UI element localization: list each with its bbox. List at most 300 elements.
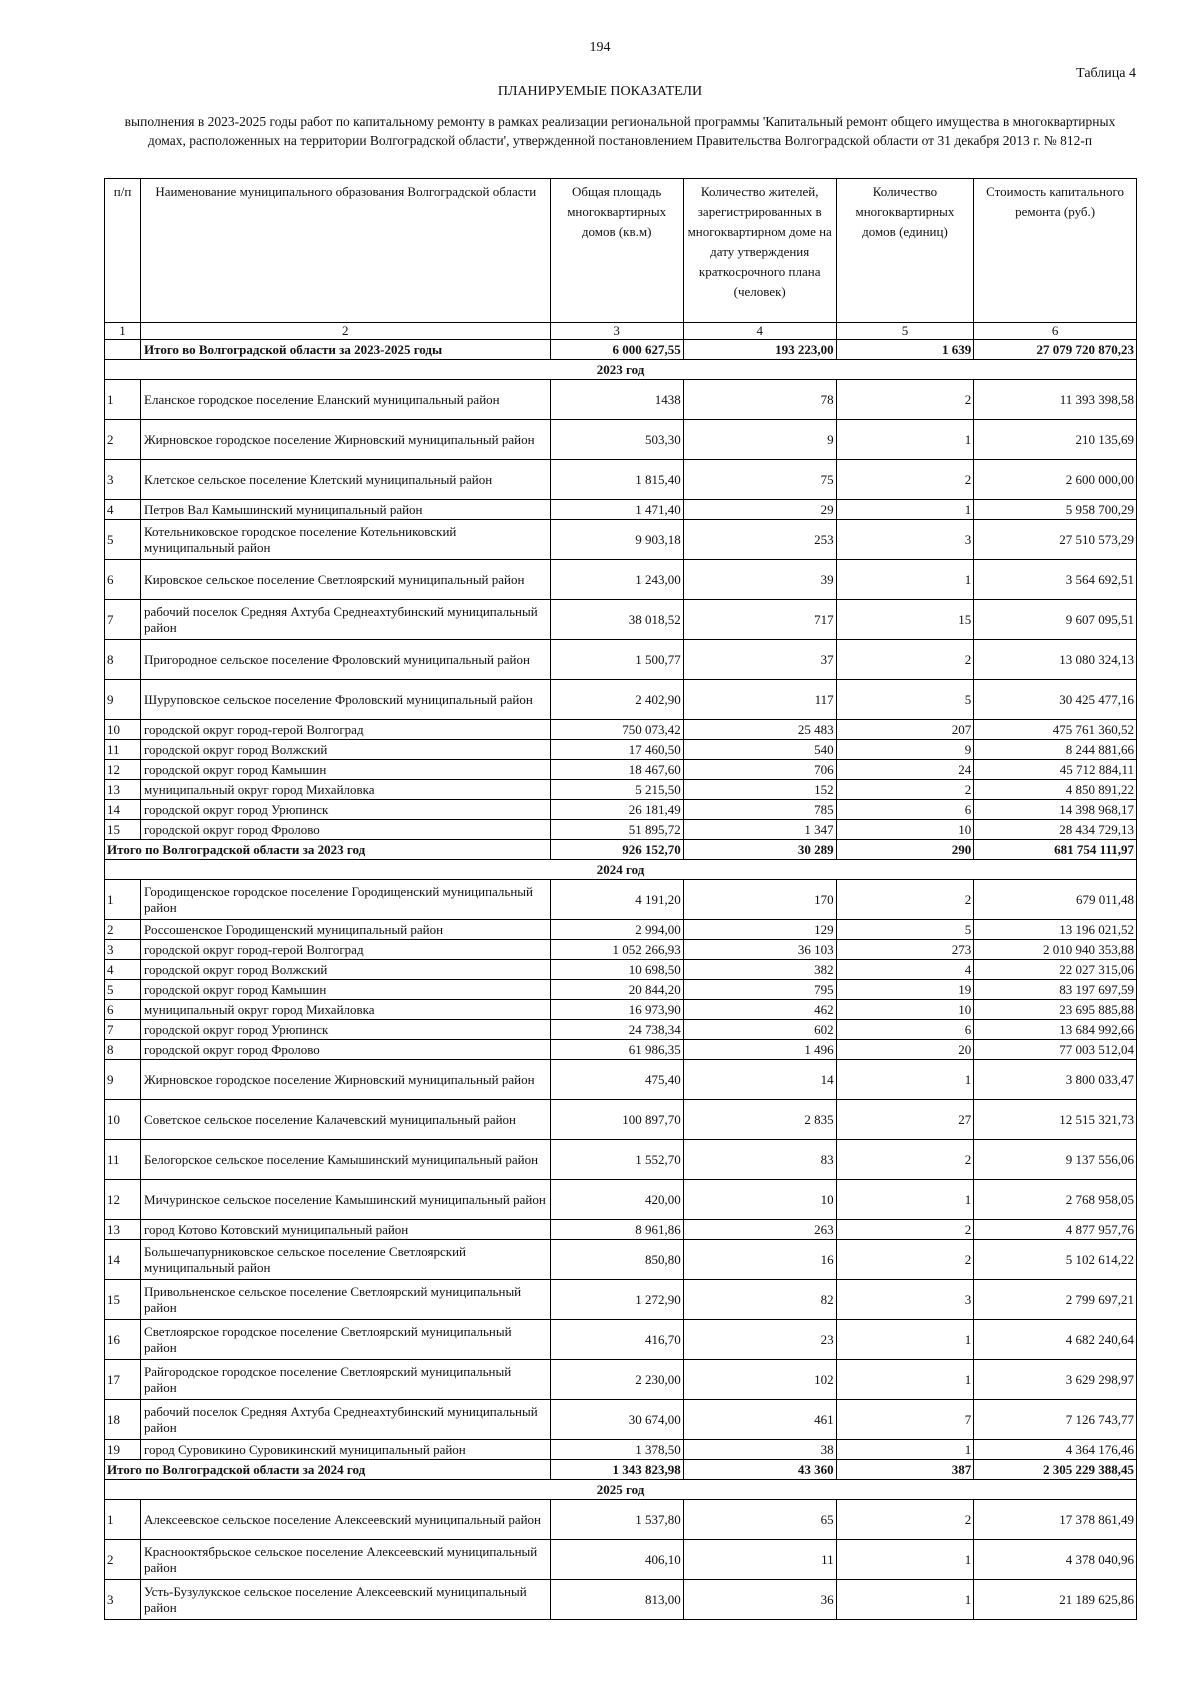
row-index: 10: [105, 1100, 141, 1140]
houses-value: 6: [836, 1020, 974, 1040]
municipality-name: Клетское сельское поселение Клетский муниципальный район: [141, 460, 551, 500]
column-number-row: [105, 323, 1137, 340]
cost-value: 3 629 298,97: [974, 1360, 1137, 1400]
houses-value: 1: [836, 420, 974, 460]
municipality-name: муниципальный округ город Михайловка: [141, 1000, 551, 1020]
area-value: 18 467,60: [550, 760, 683, 780]
municipality-name: Россошенское Городищенский муниципальный район: [141, 920, 551, 940]
municipality-name: город Суровикино Суровикинский муниципальный район: [141, 1440, 551, 1460]
area-value: 416,70: [550, 1320, 683, 1360]
cost-value: 5 958 700,29: [974, 500, 1137, 520]
row-index: 12: [105, 760, 141, 780]
cost-value: 475 761 360,52: [974, 720, 1137, 740]
houses-value: 1: [836, 1060, 974, 1100]
municipality-name: Краснооктябрьское сельское поселение Алексеевский муниципальный район: [141, 1540, 551, 1580]
indicators-table: [104, 178, 1137, 1620]
municipality-name: городской округ город-герой Волгоград: [141, 940, 551, 960]
area-value: 5 215,50: [550, 780, 683, 800]
houses-value: 6: [836, 800, 974, 820]
houses-value: 7: [836, 1400, 974, 1440]
houses-value: 273: [836, 940, 974, 960]
column-number: 3: [550, 323, 683, 340]
area-value: 750 073,42: [550, 720, 683, 740]
grand-total-houses: 1 639: [836, 340, 974, 360]
residents-value: 382: [683, 960, 836, 980]
cost-value: 12 515 321,73: [974, 1100, 1137, 1140]
residents-value: 540: [683, 740, 836, 760]
area-value: 8 961,86: [550, 1220, 683, 1240]
area-value: 1 378,50: [550, 1440, 683, 1460]
houses-value: 2: [836, 780, 974, 800]
year-total-residents: 43 360: [683, 1460, 836, 1480]
area-value: 100 897,70: [550, 1100, 683, 1140]
houses-value: 1: [836, 560, 974, 600]
houses-value: 1: [836, 1580, 974, 1620]
cost-value: 4 850 891,22: [974, 780, 1137, 800]
houses-value: 2: [836, 1500, 974, 1540]
table-row: [105, 1000, 1137, 1020]
houses-value: 19: [836, 980, 974, 1000]
residents-value: 65: [683, 1500, 836, 1540]
municipality-name: Большечапурниковское сельское поселение Светлоярский муниципальный район: [141, 1240, 551, 1280]
residents-value: 102: [683, 1360, 836, 1400]
year-total-houses: 387: [836, 1460, 974, 1480]
grand-total-area: 6 000 627,55: [550, 340, 683, 360]
column-number: 5: [836, 323, 974, 340]
area-value: 420,00: [550, 1180, 683, 1220]
grand-total-residents: 193 223,00: [683, 340, 836, 360]
municipality-name: муниципальный округ город Михайловка: [141, 780, 551, 800]
table-row: [105, 1540, 1137, 1580]
row-index: 11: [105, 740, 141, 760]
houses-value: 1: [836, 1360, 974, 1400]
cost-value: 9 607 095,51: [974, 600, 1137, 640]
row-index: 13: [105, 780, 141, 800]
year-total-houses: 290: [836, 840, 974, 860]
row-index: 6: [105, 560, 141, 600]
residents-value: 117: [683, 680, 836, 720]
residents-value: 14: [683, 1060, 836, 1100]
table-row: [105, 520, 1137, 560]
houses-value: 24: [836, 760, 974, 780]
houses-value: 1: [836, 500, 974, 520]
header-area: Общая площадь многоквартирных домов (кв.м): [550, 179, 683, 323]
row-index: 2: [105, 420, 141, 460]
table-row: [105, 1240, 1137, 1280]
table-row: [105, 940, 1137, 960]
document-title: ПЛАНИРУЕМЫЕ ПОКАЗАТЕЛИ: [497, 84, 703, 99]
row-index: 9: [105, 1060, 141, 1100]
houses-value: 9: [836, 740, 974, 760]
column-number: 2: [141, 323, 551, 340]
table-header-row: [105, 179, 1137, 323]
year-header-row: [105, 860, 1137, 880]
houses-value: 1: [836, 1320, 974, 1360]
year-total-row: [105, 840, 1137, 860]
municipality-name: город Котово Котовский муниципальный район: [141, 1220, 551, 1240]
table-row: [105, 1500, 1137, 1540]
row-index: 14: [105, 1240, 141, 1280]
municipality-name: городской округ город Фролово: [141, 820, 551, 840]
table-row: [105, 1140, 1137, 1180]
area-value: 4 191,20: [550, 880, 683, 920]
cost-value: 679 011,48: [974, 880, 1137, 920]
houses-value: 207: [836, 720, 974, 740]
houses-value: 4: [836, 960, 974, 980]
municipality-name: Алексеевское сельское поселение Алексеевский муниципальный район: [141, 1500, 551, 1540]
residents-value: 253: [683, 520, 836, 560]
residents-value: 36: [683, 1580, 836, 1620]
area-value: 20 844,20: [550, 980, 683, 1000]
year-header-row: [105, 1480, 1137, 1500]
residents-value: 11: [683, 1540, 836, 1580]
residents-value: 263: [683, 1220, 836, 1240]
row-index: 17: [105, 1360, 141, 1400]
area-value: 26 181,49: [550, 800, 683, 820]
municipality-name: Шуруповское сельское поселение Фроловский муниципальный район: [141, 680, 551, 720]
column-number: 6: [974, 323, 1137, 340]
cost-value: 2 799 697,21: [974, 1280, 1137, 1320]
header-municipality: Наименование муниципального образования Волгоградской области: [141, 179, 551, 323]
table-row: [105, 420, 1137, 460]
cost-value: 4 378 040,96: [974, 1540, 1137, 1580]
residents-value: 717: [683, 600, 836, 640]
cost-value: 13 684 992,66: [974, 1020, 1137, 1040]
residents-value: 75: [683, 460, 836, 500]
residents-value: 170: [683, 880, 836, 920]
table-row: [105, 1180, 1137, 1220]
grand-total-cost: 27 079 720 870,23: [974, 340, 1137, 360]
houses-value: 5: [836, 920, 974, 940]
municipality-name: Советское сельское поселение Калачевский муниципальный район: [141, 1100, 551, 1140]
area-value: 1 500,77: [550, 640, 683, 680]
area-value: 51 895,72: [550, 820, 683, 840]
houses-value: 27: [836, 1100, 974, 1140]
houses-value: 20: [836, 1040, 974, 1060]
residents-value: 36 103: [683, 940, 836, 960]
table-row: [105, 1220, 1137, 1240]
area-value: 2 402,90: [550, 680, 683, 720]
area-value: 475,40: [550, 1060, 683, 1100]
header-cost: Стоимость капитального ремонта (руб.): [974, 179, 1137, 323]
houses-value: 3: [836, 520, 974, 560]
municipality-name: Белогорское сельское поселение Камышинский муниципальный район: [141, 1140, 551, 1180]
cost-value: 13 080 324,13: [974, 640, 1137, 680]
municipality-name: Петров Вал Камышинский муниципальный район: [141, 500, 551, 520]
houses-value: 1: [836, 1540, 974, 1580]
area-value: 2 994,00: [550, 920, 683, 940]
residents-value: 82: [683, 1280, 836, 1320]
table-row: [105, 1400, 1137, 1440]
header-index: п/п: [105, 179, 141, 323]
houses-value: 2: [836, 1240, 974, 1280]
cost-value: 4 682 240,64: [974, 1320, 1137, 1360]
table-row: [105, 1360, 1137, 1400]
row-index: 1: [105, 380, 141, 420]
houses-value: 2: [836, 380, 974, 420]
table-row: [105, 1440, 1137, 1460]
table-row: [105, 720, 1137, 740]
row-index: 15: [105, 1280, 141, 1320]
houses-value: 2: [836, 460, 974, 500]
residents-value: 785: [683, 800, 836, 820]
table-row: [105, 460, 1137, 500]
year-total-cost: 681 754 111,97: [974, 840, 1137, 860]
year-total-label: Итого по Волгоградской области за 2023 год: [105, 840, 551, 860]
year-total-residents: 30 289: [683, 840, 836, 860]
cost-value: 2 600 000,00: [974, 460, 1137, 500]
area-value: 10 698,50: [550, 960, 683, 980]
area-value: 1438: [550, 380, 683, 420]
year-total-cost: 2 305 229 388,45: [974, 1460, 1137, 1480]
row-index: 4: [105, 500, 141, 520]
municipality-name: Котельниковское городское поселение Котельниковский муниципальный район: [141, 520, 551, 560]
table-row: [105, 600, 1137, 640]
table-row: [105, 820, 1137, 840]
cost-value: 2 010 940 353,88: [974, 940, 1137, 960]
row-index: 19: [105, 1440, 141, 1460]
area-value: 9 903,18: [550, 520, 683, 560]
residents-value: 29: [683, 500, 836, 520]
residents-value: 706: [683, 760, 836, 780]
table-row: [105, 1040, 1137, 1060]
row-index: 6: [105, 1000, 141, 1020]
area-value: 406,10: [550, 1540, 683, 1580]
area-value: 30 674,00: [550, 1400, 683, 1440]
municipality-name: Райгородское городское поселение Светлоярский муниципальный район: [141, 1360, 551, 1400]
year-total-row: [105, 1460, 1137, 1480]
area-value: 1 537,80: [550, 1500, 683, 1540]
row-index: 2: [105, 1540, 141, 1580]
column-number: 4: [683, 323, 836, 340]
row-index: 8: [105, 640, 141, 680]
residents-value: 16: [683, 1240, 836, 1280]
area-value: 1 052 266,93: [550, 940, 683, 960]
table-row: [105, 500, 1137, 520]
cost-value: 9 137 556,06: [974, 1140, 1137, 1180]
cost-value: 3 800 033,47: [974, 1060, 1137, 1100]
year-label: 2024 год: [105, 860, 1137, 880]
residents-value: 129: [683, 920, 836, 940]
grand-total-index: [105, 340, 141, 360]
municipality-name: городской округ город-герой Волгоград: [141, 720, 551, 740]
cost-value: 210 135,69: [974, 420, 1137, 460]
houses-value: 2: [836, 1140, 974, 1180]
area-value: 1 243,00: [550, 560, 683, 600]
municipality-name: городской округ город Урюпинск: [141, 1020, 551, 1040]
area-value: 16 973,90: [550, 1000, 683, 1020]
table-row: [105, 760, 1137, 780]
houses-value: 2: [836, 640, 974, 680]
cost-value: 30 425 477,16: [974, 680, 1137, 720]
area-value: 1 471,40: [550, 500, 683, 520]
table-row: [105, 1100, 1137, 1140]
cost-value: 11 393 398,58: [974, 380, 1137, 420]
municipality-name: рабочий поселок Средняя Ахтуба Среднеахтубинский муниципальный район: [141, 600, 551, 640]
municipality-name: рабочий поселок Средняя Ахтуба Среднеахтубинский муниципальный район: [141, 1400, 551, 1440]
header-houses: Количество многоквартирных домов (единиц): [836, 179, 974, 323]
residents-value: 23: [683, 1320, 836, 1360]
grand-total-label: Итого во Волгоградской области за 2023-2025 годы: [141, 340, 551, 360]
cost-value: 8 244 881,66: [974, 740, 1137, 760]
row-index: 3: [105, 940, 141, 960]
cost-value: 4 364 176,46: [974, 1440, 1137, 1460]
table-row: [105, 680, 1137, 720]
table-row: [105, 920, 1137, 940]
table-row: [105, 1320, 1137, 1360]
cost-value: 45 712 884,11: [974, 760, 1137, 780]
row-index: 15: [105, 820, 141, 840]
table-row: [105, 1060, 1137, 1100]
table-row: [105, 880, 1137, 920]
table-row: [105, 1580, 1137, 1620]
column-number: 1: [105, 323, 141, 340]
municipality-name: городской округ город Камышин: [141, 760, 551, 780]
row-index: 9: [105, 680, 141, 720]
row-index: 14: [105, 800, 141, 820]
row-index: 3: [105, 1580, 141, 1620]
cost-value: 27 510 573,29: [974, 520, 1137, 560]
cost-value: 23 695 885,88: [974, 1000, 1137, 1020]
cost-value: 2 768 958,05: [974, 1180, 1137, 1220]
residents-value: 461: [683, 1400, 836, 1440]
municipality-name: Привольненское сельское поселение Светлоярский муниципальный район: [141, 1280, 551, 1320]
row-index: 4: [105, 960, 141, 980]
houses-value: 15: [836, 600, 974, 640]
row-index: 13: [105, 1220, 141, 1240]
municipality-name: городской округ город Волжский: [141, 740, 551, 760]
municipality-name: городской округ город Камышин: [141, 980, 551, 1000]
residents-value: 25 483: [683, 720, 836, 740]
residents-value: 1 347: [683, 820, 836, 840]
cost-value: 7 126 743,77: [974, 1400, 1137, 1440]
municipality-name: Пригородное сельское поселение Фроловский муниципальный район: [141, 640, 551, 680]
table-row: [105, 800, 1137, 820]
grand-total-row: [105, 340, 1137, 360]
municipality-name: Жирновское городское поселение Жирновский муниципальный район: [141, 420, 551, 460]
houses-value: 3: [836, 1280, 974, 1320]
houses-value: 2: [836, 1220, 974, 1240]
table-row: [105, 980, 1137, 1000]
residents-value: 9: [683, 420, 836, 460]
area-value: 503,30: [550, 420, 683, 460]
municipality-name: Кировское сельское поселение Светлоярский муниципальный район: [141, 560, 551, 600]
residents-value: 602: [683, 1020, 836, 1040]
cost-value: 22 027 315,06: [974, 960, 1137, 980]
row-index: 7: [105, 1020, 141, 1040]
cost-value: 5 102 614,22: [974, 1240, 1137, 1280]
houses-value: 1: [836, 1440, 974, 1460]
cost-value: 3 564 692,51: [974, 560, 1137, 600]
residents-value: 152: [683, 780, 836, 800]
table-number: Таблица 4: [1076, 66, 1136, 81]
residents-value: 10: [683, 1180, 836, 1220]
cost-value: 77 003 512,04: [974, 1040, 1137, 1060]
residents-value: 38: [683, 1440, 836, 1460]
houses-value: 5: [836, 680, 974, 720]
cost-value: 13 196 021,52: [974, 920, 1137, 940]
table-row: [105, 1280, 1137, 1320]
row-index: 1: [105, 880, 141, 920]
row-index: 7: [105, 600, 141, 640]
cost-value: 14 398 968,17: [974, 800, 1137, 820]
residents-value: 37: [683, 640, 836, 680]
year-label: 2023 год: [105, 360, 1137, 380]
table-row: [105, 960, 1137, 980]
table-row: [105, 1020, 1137, 1040]
municipality-name: Жирновское городское поселение Жирновский муниципальный район: [141, 1060, 551, 1100]
municipality-name: Еланское городское поселение Еланский муниципальный район: [141, 380, 551, 420]
area-value: 850,80: [550, 1240, 683, 1280]
municipality-name: городской округ город Волжский: [141, 960, 551, 980]
year-total-area: 1 343 823,98: [550, 1460, 683, 1480]
row-index: 3: [105, 460, 141, 500]
row-index: 12: [105, 1180, 141, 1220]
residents-value: 1 496: [683, 1040, 836, 1060]
area-value: 813,00: [550, 1580, 683, 1620]
row-index: 8: [105, 1040, 141, 1060]
row-index: 16: [105, 1320, 141, 1360]
area-value: 38 018,52: [550, 600, 683, 640]
municipality-name: Городищенское городское поселение Городищенский муниципальный район: [141, 880, 551, 920]
row-index: 5: [105, 520, 141, 560]
municipality-name: городской округ город Фролово: [141, 1040, 551, 1060]
houses-value: 2: [836, 880, 974, 920]
residents-value: 795: [683, 980, 836, 1000]
page-number: 194: [589, 40, 611, 55]
row-index: 11: [105, 1140, 141, 1180]
header-residents: Количество жителей, зарегистрированных в многоквартирном доме на дату утверждения краткосрочного плана (человек): [683, 179, 836, 323]
area-value: 2 230,00: [550, 1360, 683, 1400]
row-index: 5: [105, 980, 141, 1000]
row-index: 18: [105, 1400, 141, 1440]
year-total-area: 926 152,70: [550, 840, 683, 860]
area-value: 1 272,90: [550, 1280, 683, 1320]
municipality-name: Мичуринское сельское поселение Камышинский муниципальный район: [141, 1180, 551, 1220]
table-row: [105, 640, 1137, 680]
year-total-label: Итого по Волгоградской области за 2024 год: [105, 1460, 551, 1480]
cost-value: 17 378 861,49: [974, 1500, 1137, 1540]
municipality-name: Светлоярское городское поселение Светлоярский муниципальный район: [141, 1320, 551, 1360]
cost-value: 28 434 729,13: [974, 820, 1137, 840]
table-row: [105, 780, 1137, 800]
table-row: [105, 380, 1137, 420]
year-label: 2025 год: [105, 1480, 1137, 1500]
houses-value: 1: [836, 1180, 974, 1220]
table-row: [105, 740, 1137, 760]
area-value: 1 815,40: [550, 460, 683, 500]
area-value: 17 460,50: [550, 740, 683, 760]
residents-value: 462: [683, 1000, 836, 1020]
residents-value: 39: [683, 560, 836, 600]
document-subtitle: выполнения в 2023-2025 годы работ по капитальному ремонту в рамках реализации региональной программы 'Капитальный ремонт общего имущества в многоквартирных домах, расположенных на территории Волгоградской области', утвержденной постановлением Правительства Волгоградской области от 31 декабря 2013 г. № 812-п: [124, 114, 1116, 148]
cost-value: 4 877 957,76: [974, 1220, 1137, 1240]
cost-value: 21 189 625,86: [974, 1580, 1137, 1620]
row-index: 2: [105, 920, 141, 940]
cost-value: 83 197 697,59: [974, 980, 1137, 1000]
table-row: [105, 560, 1137, 600]
row-index: 1: [105, 1500, 141, 1540]
area-value: 61 986,35: [550, 1040, 683, 1060]
houses-value: 10: [836, 820, 974, 840]
area-value: 1 552,70: [550, 1140, 683, 1180]
houses-value: 10: [836, 1000, 974, 1020]
municipality-name: городской округ город Урюпинск: [141, 800, 551, 820]
residents-value: 78: [683, 380, 836, 420]
area-value: 24 738,34: [550, 1020, 683, 1040]
row-index: 10: [105, 720, 141, 740]
residents-value: 2 835: [683, 1100, 836, 1140]
